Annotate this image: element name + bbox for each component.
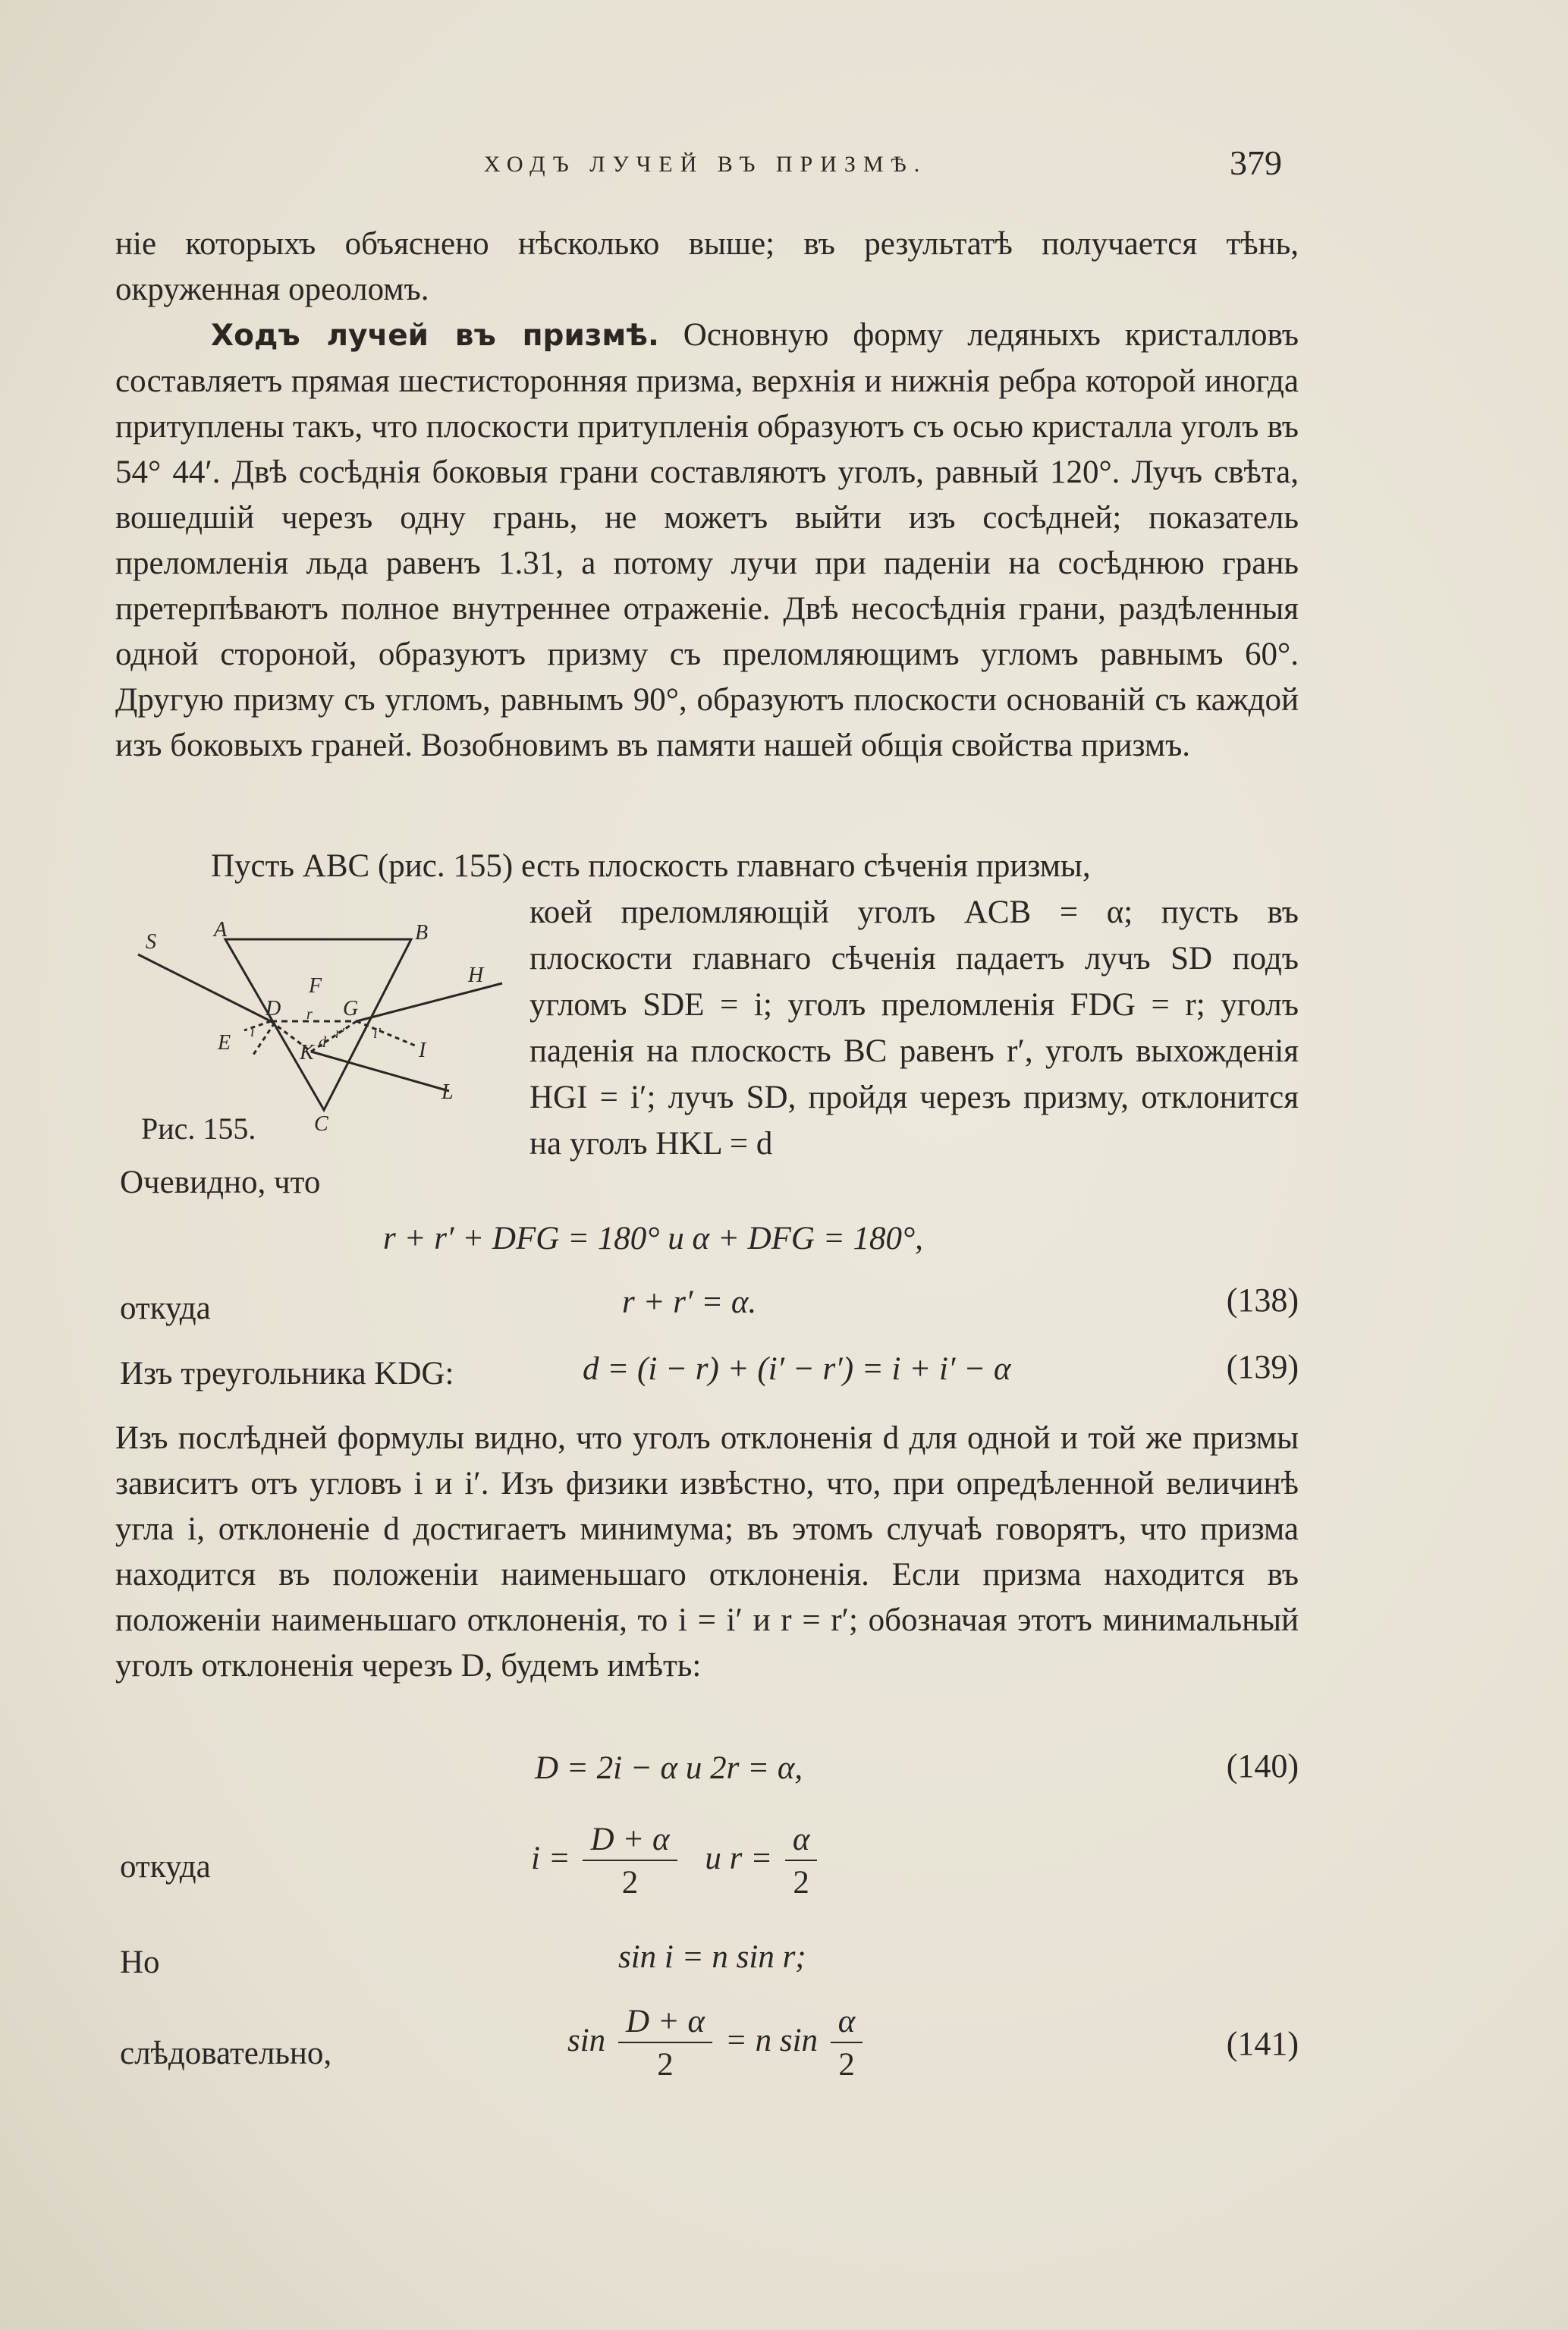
label-i-prime: i′ (373, 1025, 381, 1042)
eq-frac1-lhs: i = (531, 1840, 570, 1876)
equation-139: d = (i − r) + (i′ − r′) = i + i′ − α (583, 1351, 1011, 1387)
eq-frac1-mid: и r = (705, 1840, 773, 1876)
label-C: C (314, 1112, 328, 1136)
figure-caption: Рис. 155. (141, 1112, 256, 1146)
side-text: коей преломляющій уголъ ACB = α; пусть въ плоскости главнаго сѣченія падаетъ лучъ SD подъ угломъ SDE = i; уголъ преломленія FDG = r; уголъ паденія на плоскость BC равенъ r′, уголъ выхожденія HGI = i′; лучъ SD, пройдя черезъ призму, отклонится на уголъ HKL = d (529, 895, 1299, 1162)
equation-number-141: (141) (1226, 2025, 1299, 2062)
eq-frac1-num2: α (785, 1821, 818, 1861)
label-r: r (306, 1006, 313, 1023)
label-A: A (214, 918, 228, 942)
label-S: S (146, 930, 156, 954)
deviation-line-L (311, 1052, 449, 1091)
ray-extension-E (244, 1021, 271, 1030)
K-G-line (311, 1021, 357, 1052)
eq-141-den2: 2 (838, 2047, 855, 2083)
label-H: H (468, 964, 484, 987)
equation-1: r + r′ + DFG = 180° и α + DFG = 180°, (383, 1221, 923, 1256)
equation-sin: sin i = n sin r; (618, 1939, 806, 1975)
normal-right (357, 1021, 415, 1046)
paragraph-2 (115, 313, 1299, 769)
eq-frac1-den2: 2 (793, 1865, 809, 1901)
paragraph-3-line: Пусть ABC (рис. 155) есть плоскость главнаго сѣченія призмы, (211, 848, 1091, 884)
equation-number-139: (139) (1226, 1348, 1299, 1385)
eq-141-mid: = n sin (724, 2022, 819, 2058)
label-E: E (218, 1031, 231, 1055)
label-K: K (300, 1041, 314, 1064)
eq-141-fraction-a (618, 2003, 712, 2083)
label-I: I (419, 1039, 426, 1062)
equation-number-140: (140) (1226, 1747, 1299, 1784)
label-B: B (415, 921, 429, 945)
eq-frac1-fraction-a (583, 1821, 677, 1901)
side-text-block (529, 889, 1299, 1167)
eq-frac1-fraction-b (785, 1821, 818, 1901)
equation-fraction-1 (531, 1821, 822, 1901)
label-L: L (441, 1080, 454, 1104)
label-d: d (319, 1034, 326, 1051)
paragraph-4 (115, 1416, 1299, 1689)
equation-141 (567, 2003, 867, 2083)
eq-141-num2: α (831, 2003, 863, 2043)
paragraph-1 (115, 222, 1299, 313)
eq-141-lhs: sin (567, 2022, 606, 2058)
incident-ray (138, 954, 271, 1021)
paragraph-1-text: ніе которыхъ объяснено нѣсколько выше; въ результатѣ получается тѣнь, окруженная ореоломъ. (115, 226, 1299, 307)
eq-141-den: 2 (657, 2047, 674, 2083)
text-otkuda-2: откуда (120, 1849, 211, 1885)
text-ochevidno: Очевидно, что (120, 1165, 321, 1200)
running-title: ХОДЪ ЛУЧЕЙ ВЪ ПРИЗМѢ. (483, 152, 928, 177)
page-header (114, 143, 1297, 188)
eq-frac1-num: D + α (583, 1821, 677, 1861)
normal-left (253, 1023, 275, 1055)
label-i: i (250, 1024, 255, 1040)
label-G: G (343, 997, 359, 1020)
label-F: F (309, 974, 322, 998)
equation-number-138: (138) (1226, 1281, 1299, 1319)
eq-141-fraction-b (831, 2003, 863, 2083)
label-D: D (266, 997, 281, 1020)
equation-140: D = 2i − α и 2r = α, (535, 1750, 803, 1786)
paragraph-2-body: Основную форму ледяныхъ кристалловъ составляетъ прямая шестисторонняя призма, верхнія и нижнія ребра которой иногда притуплены такъ, что плоскости притупленія образуютъ съ осью кристалла уголъ въ 54° 44′. Двѣ сосѣднія боковыя грани составляютъ уголъ, равный 120°. Лучъ свѣта, вошедшій черезъ одну грань, не можетъ выйти изъ сосѣдней; показатель преломленія льда равенъ 1.31, а потому лучи при паденіи на сосѣднюю грань претерпѣваютъ полное внутреннее отраженіе. Двѣ несосѣднія грани, раздѣленныя одной стороной, образуютъ призму съ преломляющимъ угломъ равнымъ 60°. Другую призму съ угломъ, равнымъ 90°, образуютъ плоскости основаній съ каждой изъ боковыхъ граней. Возобновимъ въ памяти нашей общія свойства призмъ. (115, 317, 1299, 763)
page-number: 379 (1230, 143, 1282, 182)
text-triangle: Изъ треугольника KDG: (120, 1356, 454, 1391)
eq-141-num: D + α (618, 2003, 712, 2043)
text-sledovatelno: слѣдовательно, (120, 2036, 332, 2071)
text-no: Но (120, 1945, 160, 1980)
paragraph-3-first-line (115, 844, 1299, 889)
text-otkuda-1: откуда (120, 1291, 211, 1326)
section-heading: Ходъ лучей въ призмѣ. (211, 319, 659, 353)
paragraph-4-text: Изъ послѣдней формулы видно, что уголъ отклоненія d для одной и той же призмы зависитъ отъ угловъ i и i′. Изъ физики извѣстно, что, при опредѣленной величинѣ угла i, отклоненіе d достигаетъ минимума; въ этомъ случаѣ говорятъ, что призма находится въ положеніи наименьшаго отклоненія. Если призма находится въ положеніи наименьшаго отклоненія, то i = i′ и r = r′; обозначая этотъ минимальный уголъ отклоненія черезъ D, будемъ имѣть: (115, 1420, 1299, 1684)
label-r-prime: r′ (335, 1025, 345, 1042)
equation-138: r + r′ = α. (622, 1284, 757, 1320)
eq-frac1-den: 2 (621, 1865, 639, 1901)
